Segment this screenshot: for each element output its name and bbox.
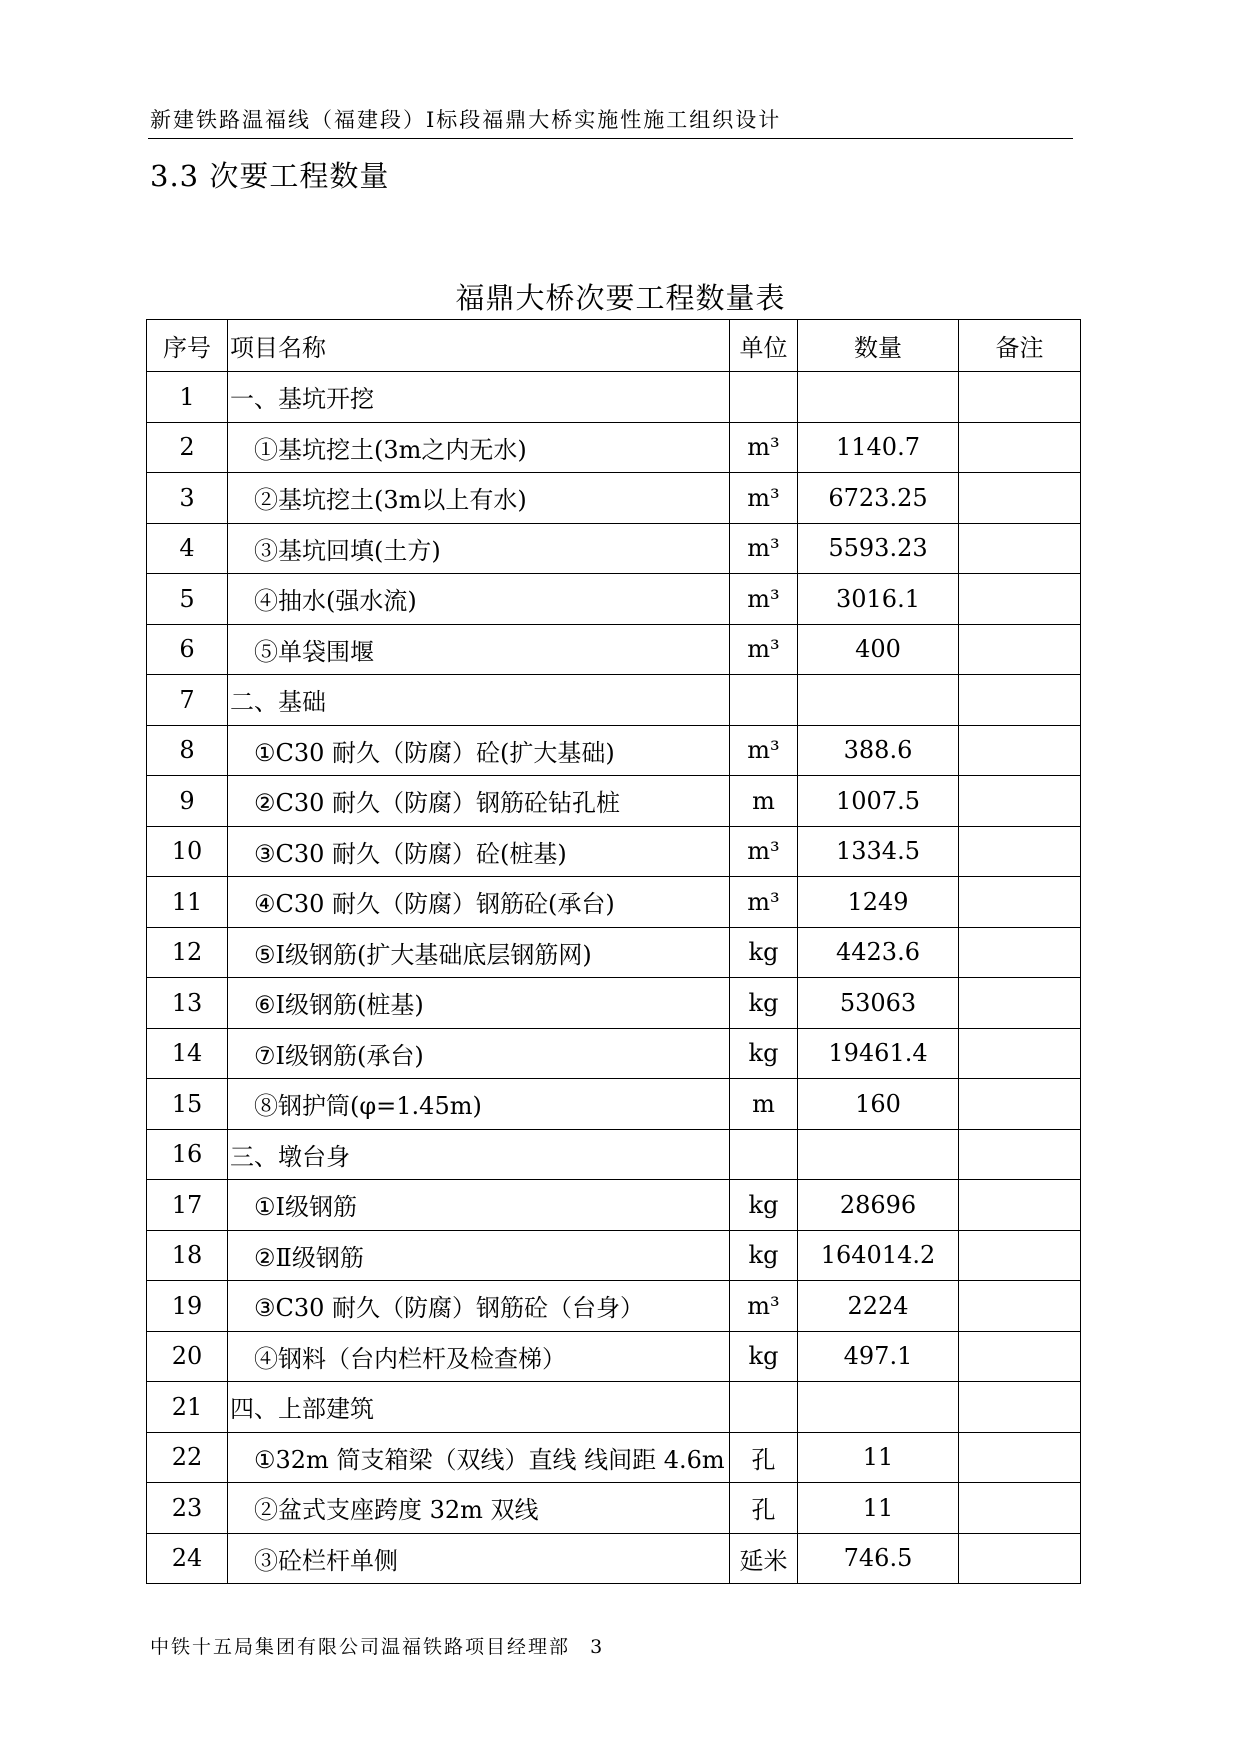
row-no: 21 (147, 1382, 228, 1433)
row-qty: 1249 (798, 877, 959, 928)
table-row (147, 1281, 1081, 1332)
table-row (147, 1230, 1081, 1281)
row-unit: m³ (730, 725, 798, 776)
row-note (959, 1129, 1081, 1180)
row-unit: m³ (730, 877, 798, 928)
row-name: ⑤单袋围堰 (228, 624, 730, 675)
section-heading: 3.3 次要工程数量 (150, 159, 390, 193)
row-unit: m³ (730, 422, 798, 473)
row-no: 1 (147, 372, 228, 423)
row-note (959, 826, 1081, 877)
row-name: ①C30 耐久（防腐）砼(扩大基础) (228, 725, 730, 776)
row-qty: 5593.23 (798, 523, 959, 574)
row-qty: 1334.5 (798, 826, 959, 877)
row-unit: m³ (730, 826, 798, 877)
row-qty: 11 (798, 1432, 959, 1483)
row-no: 15 (147, 1079, 228, 1130)
page-number: 3 (590, 1636, 605, 1658)
footer-text: 中铁十五局集团有限公司温福铁路项目经理部 (150, 1636, 571, 1658)
table-row (147, 422, 1081, 473)
row-name: ③C30 耐久（防腐）砼(桩基) (228, 826, 730, 877)
row-unit: m³ (730, 523, 798, 574)
row-qty: 28696 (798, 1180, 959, 1231)
table-group-row (147, 1129, 1081, 1180)
row-unit: kg (730, 1180, 798, 1231)
table-title: 福鼎大桥次要工程数量表 (455, 281, 786, 315)
row-note (959, 978, 1081, 1029)
row-no: 5 (147, 574, 228, 625)
row-note (959, 372, 1081, 423)
row-name: ②基坑挖土(3m以上有水) (228, 473, 730, 524)
col-header-note: 备注 (959, 320, 1081, 372)
row-name: ④C30 耐久（防腐）钢筋砼(承台) (228, 877, 730, 928)
table-row (147, 978, 1081, 1029)
row-name: ①基坑挖土(3m之内无水) (228, 422, 730, 473)
table-group-row (147, 372, 1081, 423)
table-row (147, 1483, 1081, 1534)
row-qty: 11 (798, 1483, 959, 1534)
row-name: ②盆式支座跨度 32m 双线 (228, 1483, 730, 1534)
row-qty: 160 (798, 1079, 959, 1130)
table-row (147, 523, 1081, 574)
table-row (147, 574, 1081, 625)
row-no: 4 (147, 523, 228, 574)
row-note (959, 523, 1081, 574)
row-name: ④钢料（台内栏杆及检查梯） (228, 1331, 730, 1382)
row-unit (730, 372, 798, 423)
row-unit: m³ (730, 574, 798, 625)
table-header-row (147, 320, 1081, 372)
row-unit: kg (730, 927, 798, 978)
row-name: 四、上部建筑 (228, 1382, 730, 1433)
table-row (147, 473, 1081, 524)
row-qty: 1007.5 (798, 776, 959, 827)
row-qty (798, 1129, 959, 1180)
row-qty (798, 372, 959, 423)
table-row (147, 725, 1081, 776)
row-qty: 1140.7 (798, 422, 959, 473)
table-row (147, 1432, 1081, 1483)
row-note (959, 1533, 1081, 1584)
row-name: ③C30 耐久（防腐）钢筋砼（台身） (228, 1281, 730, 1332)
row-unit: m (730, 776, 798, 827)
table-row (147, 927, 1081, 978)
row-qty (798, 1382, 959, 1433)
row-name: ④抽水(强水流) (228, 574, 730, 625)
row-qty: 3016.1 (798, 574, 959, 625)
row-note (959, 422, 1081, 473)
row-unit: m (730, 1079, 798, 1130)
col-header-no: 序号 (147, 320, 228, 372)
row-unit: m³ (730, 624, 798, 675)
row-qty: 19461.4 (798, 1028, 959, 1079)
row-note (959, 1028, 1081, 1079)
row-note (959, 1331, 1081, 1382)
table-group-row (147, 675, 1081, 726)
table-row (147, 1180, 1081, 1231)
table-row (147, 826, 1081, 877)
row-no: 6 (147, 624, 228, 675)
col-header-name: 项目名称 (228, 320, 730, 372)
row-note (959, 877, 1081, 928)
row-note (959, 725, 1081, 776)
row-no: 24 (147, 1533, 228, 1584)
row-name: ⑦Ⅰ级钢筋(承台) (228, 1028, 730, 1079)
row-no: 8 (147, 725, 228, 776)
row-unit: kg (730, 1331, 798, 1382)
row-name: ①32m 简支箱梁（双线）直线 线间距 4.6m (228, 1432, 730, 1483)
row-name: 三、墩台身 (228, 1129, 730, 1180)
col-header-unit: 单位 (730, 320, 798, 372)
row-unit: kg (730, 1028, 798, 1079)
row-note (959, 624, 1081, 675)
row-no: 2 (147, 422, 228, 473)
row-qty: 497.1 (798, 1331, 959, 1382)
table-row (147, 1331, 1081, 1382)
row-no: 7 (147, 675, 228, 726)
row-name: ①Ⅰ级钢筋 (228, 1180, 730, 1231)
table-row (147, 1028, 1081, 1079)
row-note (959, 1483, 1081, 1534)
row-note (959, 473, 1081, 524)
row-no: 23 (147, 1483, 228, 1534)
row-unit: 延米 (730, 1533, 798, 1584)
row-note (959, 927, 1081, 978)
row-unit: 孔 (730, 1432, 798, 1483)
row-qty: 2224 (798, 1281, 959, 1332)
row-qty: 388.6 (798, 725, 959, 776)
row-name: 一、基坑开挖 (228, 372, 730, 423)
table-row (147, 1533, 1081, 1584)
row-unit (730, 675, 798, 726)
row-note (959, 776, 1081, 827)
page-footer (150, 1632, 604, 1659)
row-name: 二、基础 (228, 675, 730, 726)
row-no: 18 (147, 1230, 228, 1281)
row-unit (730, 1129, 798, 1180)
row-no: 11 (147, 877, 228, 928)
row-note (959, 1281, 1081, 1332)
row-note (959, 1432, 1081, 1483)
row-unit (730, 1382, 798, 1433)
row-no: 14 (147, 1028, 228, 1079)
table-row (147, 1079, 1081, 1130)
row-unit: kg (730, 978, 798, 1029)
row-no: 20 (147, 1331, 228, 1382)
table-row (147, 776, 1081, 827)
row-no: 12 (147, 927, 228, 978)
quantity-table (146, 319, 1081, 1584)
row-note (959, 675, 1081, 726)
row-no: 16 (147, 1129, 228, 1180)
row-qty: 746.5 (798, 1533, 959, 1584)
row-unit: 孔 (730, 1483, 798, 1534)
row-name: ②Ⅱ级钢筋 (228, 1230, 730, 1281)
row-qty: 400 (798, 624, 959, 675)
row-name: ②C30 耐久（防腐）钢筋砼钻孔桩 (228, 776, 730, 827)
row-unit: m³ (730, 1281, 798, 1332)
table-row (147, 877, 1081, 928)
row-name: ③基坑回填(土方) (228, 523, 730, 574)
table-group-row (147, 1382, 1081, 1433)
row-name: ⑤Ⅰ级钢筋(扩大基础底层钢筋网) (228, 927, 730, 978)
row-name: ③砼栏杆单侧 (228, 1533, 730, 1584)
row-no: 3 (147, 473, 228, 524)
row-note (959, 1382, 1081, 1433)
row-qty: 6723.25 (798, 473, 959, 524)
row-qty (798, 675, 959, 726)
page-header (148, 104, 1073, 139)
row-no: 13 (147, 978, 228, 1029)
row-name: ⑥Ⅰ级钢筋(桩基) (228, 978, 730, 1029)
row-unit: kg (730, 1230, 798, 1281)
table-row (147, 624, 1081, 675)
header-title: 新建铁路温福线（福建段）Ⅰ标段福鼎大桥实施性施工组织设计 (150, 108, 782, 132)
row-qty: 53063 (798, 978, 959, 1029)
row-no: 9 (147, 776, 228, 827)
row-note (959, 1230, 1081, 1281)
col-header-qty: 数量 (798, 320, 959, 372)
row-no: 17 (147, 1180, 228, 1231)
row-no: 10 (147, 826, 228, 877)
row-no: 19 (147, 1281, 228, 1332)
row-note (959, 574, 1081, 625)
row-name: ⑧钢护筒(φ=1.45m) (228, 1079, 730, 1130)
row-note (959, 1079, 1081, 1130)
table-body (147, 372, 1081, 1584)
row-no: 22 (147, 1432, 228, 1483)
row-note (959, 1180, 1081, 1231)
row-qty: 4423.6 (798, 927, 959, 978)
row-qty: 164014.2 (798, 1230, 959, 1281)
row-unit: m³ (730, 473, 798, 524)
